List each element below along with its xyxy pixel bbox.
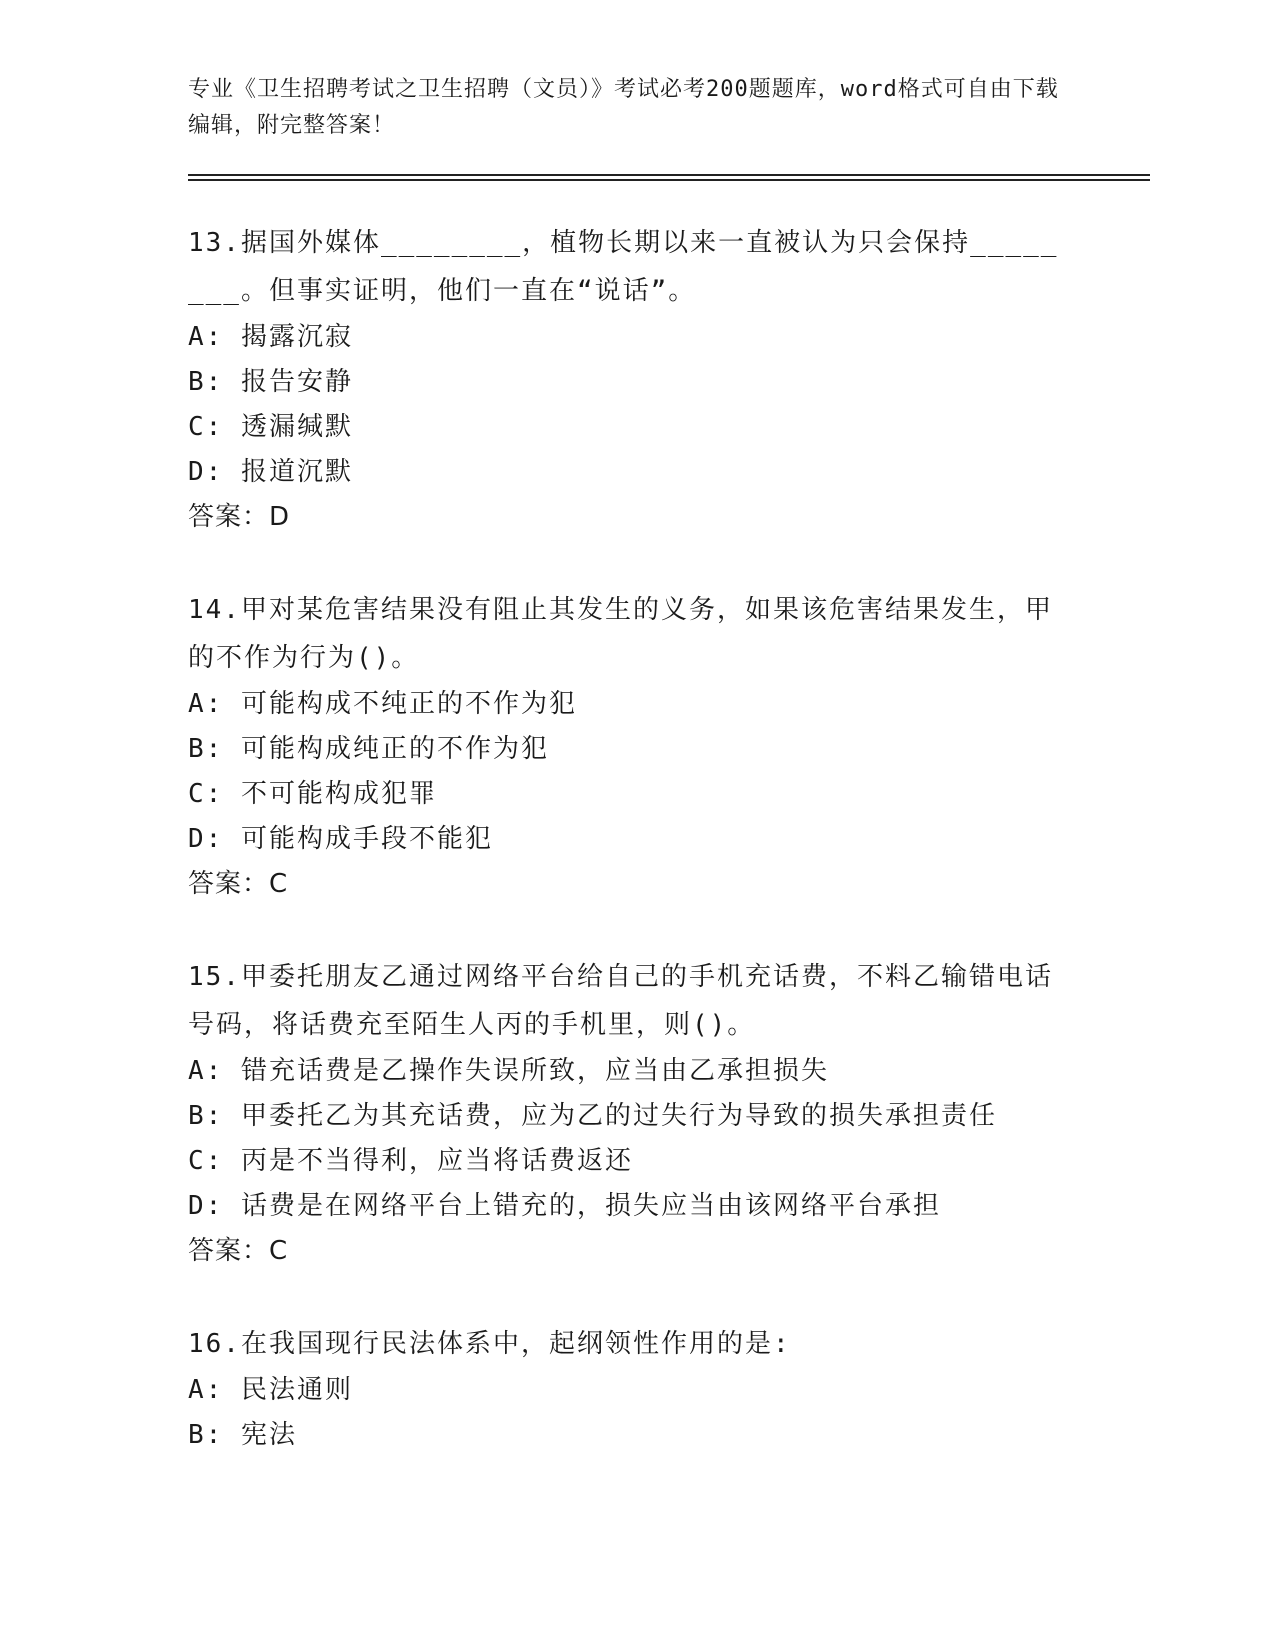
question-13: [188, 219, 1148, 540]
option-d: D: 话费是在网络平台上错充的，损失应当由该网络平台承担: [188, 1191, 941, 1221]
option-d: D: 可能构成手段不能犯: [188, 824, 493, 854]
option-a: A: 揭露沉寂: [188, 322, 353, 352]
option-c: C: 丙是不当得利，应当将话费返还: [188, 1146, 633, 1176]
document-page: [188, 72, 1148, 1504]
option-b: B: 宪法: [188, 1420, 297, 1450]
question-15: [188, 953, 1148, 1274]
option-a: A: 错充话费是乙操作失误所致，应当由乙承担损失: [188, 1056, 829, 1086]
option-a: A: 可能构成不纯正的不作为犯: [188, 689, 577, 719]
option-b: B: 报告安静: [188, 367, 353, 397]
question-text: 15.甲委托朋友乙通过网络平台给自己的手机充话费，不料乙输错电话号码，将话费充至陌生人丙的手机里，则()。: [188, 962, 1053, 1040]
question-16: [188, 1320, 1148, 1458]
question-list: [188, 219, 1148, 1458]
header-divider: [188, 174, 1150, 181]
option-b: B: 甲委托乙为其充话费，应为乙的过失行为导致的损失承担责任: [188, 1101, 997, 1131]
option-a: A: 民法通则: [188, 1375, 353, 1405]
document-header: 专业《卫生招聘考试之卫生招聘（文员）》考试必考200题题库，word格式可自由下载编辑，附完整答案！: [188, 77, 1059, 138]
question-14: [188, 586, 1148, 907]
option-c: C: 透漏缄默: [188, 412, 353, 442]
question-text: 16.在我国现行民法体系中，起纲领性作用的是:: [188, 1329, 791, 1359]
option-d: D: 报道沉默: [188, 457, 353, 487]
answer-line: 答案：C: [188, 1236, 289, 1266]
question-text: 13.据国外媒体________，植物长期以来一直被认为只会保持________。但事实证明，他们一直在“说话”。: [188, 228, 1059, 306]
question-text: 14.甲对某危害结果没有阻止其发生的义务，如果该危害结果发生，甲的不作为行为()。: [188, 595, 1053, 673]
answer-line: 答案：D: [188, 502, 291, 532]
option-c: C: 不可能构成犯罪: [188, 779, 437, 809]
answer-line: 答案：C: [188, 869, 289, 899]
option-b: B: 可能构成纯正的不作为犯: [188, 734, 549, 764]
